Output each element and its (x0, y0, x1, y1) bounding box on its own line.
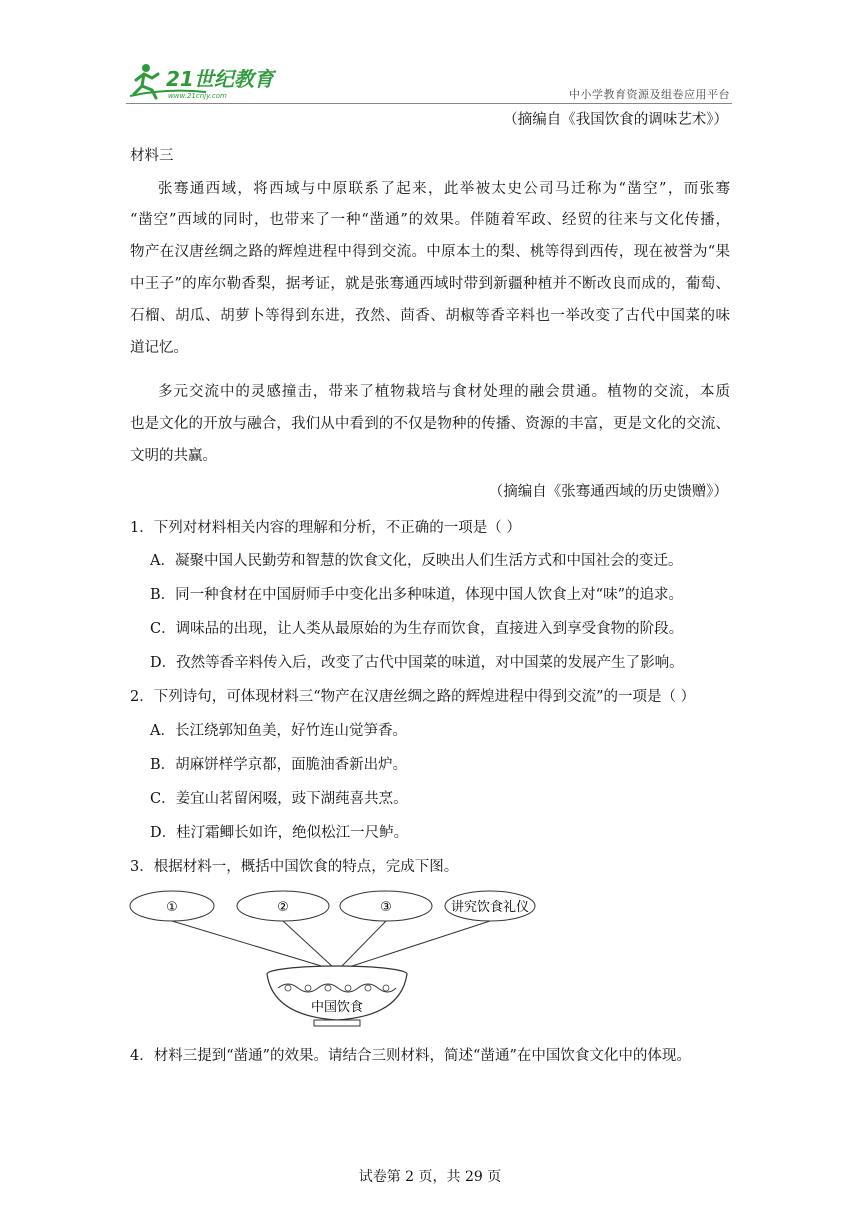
question-4-stem: 4．材料三提到“凿通”的效果。请结合三则材料，简述“凿通”在中国饮食文化中的体现。 (130, 1048, 691, 1064)
ellipse-label-4: 讲究饮食礼仪 (450, 900, 530, 915)
question-3-stem: 3．根据材料一，概括中国饮食的特点，完成下图。 (130, 859, 459, 875)
platform-name: 中小学教育资源及组卷应用平台 (569, 88, 730, 101)
question-1-option-c[interactable]: C．调味品的出现，让人类从最原始的为生存而饮食，直接进入到享受食物的阶段。 (150, 621, 684, 637)
question-2-option-c[interactable]: C．姜宜山茗留闲啜，豉下湖莼喜共烹。 (150, 791, 408, 807)
source-citation-1: （摘编自《我国饮食的调味艺术》） (503, 112, 728, 128)
bowl-label: 中国饮食 (310, 1000, 364, 1015)
material3-line: 物产在汉唐丝绸之路的辉煌进程中得到交流。中原本土的梨、桃等得到西传，现在被誉为“果 (130, 244, 730, 260)
food-characteristics-diagram (128, 884, 540, 1034)
material3-line: 也是文化的开放与融合，我们从中看到的不仅是物种的传播、资源的丰富，更是文化的交流、 (130, 416, 730, 432)
question-1-option-d[interactable]: D．孜然等香辛料传入后，改变了古代中国菜的味道，对中国菜的发展产生了影响。 (150, 655, 684, 671)
ellipse-label-3: ③ (380, 900, 392, 915)
svg-text:21世纪教育: 21世纪教育 (166, 67, 274, 91)
question-2-stem: 2．下列诗句，可体现材料三“物产在汉唐丝绸之路的辉煌进程中得到交流”的一项是（ ） (130, 689, 696, 705)
question-1-option-a[interactable]: A．凝聚中国人民勤劳和智慧的饮食文化，反映出人们生活方式和中国社会的变迁。 (150, 553, 683, 569)
page-footer: 试卷第 2 页，共 29 页 (358, 1169, 502, 1185)
question-1-stem: 1．下列对材料相关内容的理解和分析，不正确的一项是（ ） (130, 520, 521, 536)
source-citation-3: （摘编自《张骞通西域的历史馈赠》） (488, 484, 728, 500)
ellipse-label-1: ① (166, 900, 178, 915)
logo-icon (126, 60, 276, 102)
material3-line: 文明的共赢。 (130, 448, 217, 464)
material3-line: 张骞通西域，将西域与中原联系了起来，此举被太史公司马迁称为“凿空”，而张骞 (158, 181, 730, 197)
material3-title: 材料三 (130, 148, 174, 164)
question-2-option-a[interactable]: A．长江绕郭知鱼美，好竹连山觉笋香。 (150, 723, 407, 739)
material3-line: 多元交流中的灵感撞击，带来了植物栽培与食材处理的融会贯通。植物的交流，本质 (158, 384, 730, 400)
material3-line: “凿空”西域的同时，也带来了一种“凿通”的效果。伴随着军政、经贸的往来与文化传播， (130, 212, 730, 228)
question-2-option-d[interactable]: D．桂汀霜鲫长如许，绝似松江一尺鲈。 (150, 825, 409, 841)
ellipse-label-2: ② (277, 900, 289, 915)
header-divider (126, 103, 732, 104)
svg-text:www.21cnjy.com: www.21cnjy.com (168, 92, 227, 100)
question-2-option-b[interactable]: B．胡麻饼样学京都，面脆油香新出炉。 (150, 757, 408, 773)
question-1-option-b[interactable]: B．同一种食材在中国厨师手中变化出多种味道，体现中国人饮食上对“味”的追求。 (150, 587, 683, 603)
material3-line: 道记忆。 (130, 340, 188, 356)
material3-line: 中王子”的库尔勒香梨，据考证，就是张骞通西域时带到新疆种植并不断改良而成的，葡萄、 (130, 276, 730, 292)
material3-line: 石榴、胡瓜、胡萝卜等得到东进，孜然、茴香、胡椒等香辛料也一举改变了古代中国菜的味 (130, 308, 730, 324)
page-header (126, 60, 732, 104)
bowl-icon (267, 966, 407, 1026)
